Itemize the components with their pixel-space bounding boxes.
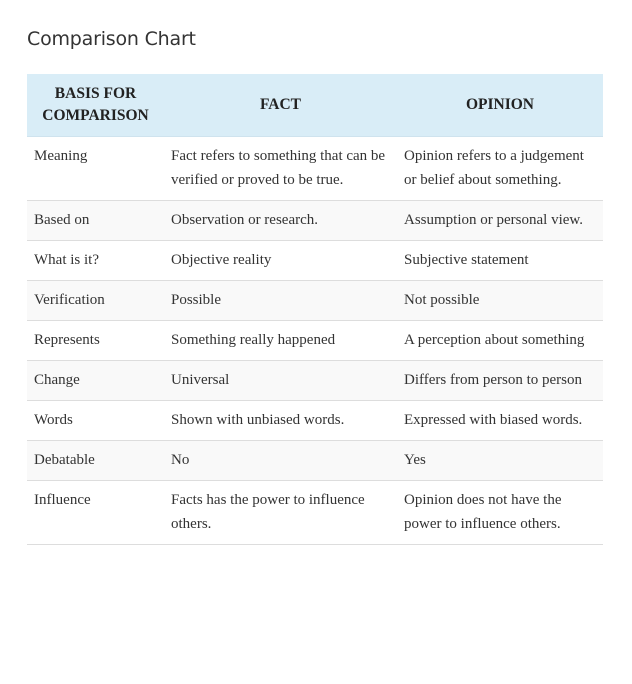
cell-fact: Facts has the power to influence others. — [164, 481, 397, 545]
cell-basis: Meaning — [27, 137, 164, 201]
cell-fact: No — [164, 441, 397, 481]
table-row — [27, 241, 603, 281]
header-basis: BASIS FOR COMPARISON — [27, 74, 164, 137]
table-row — [27, 137, 603, 201]
cell-opinion: A perception about something — [397, 321, 603, 361]
table-row — [27, 481, 603, 545]
cell-fact: Something really happened — [164, 321, 397, 361]
cell-basis: Verification — [27, 281, 164, 321]
cell-fact: Observation or research. — [164, 201, 397, 241]
cell-opinion: Assumption or personal view. — [397, 201, 603, 241]
table-row — [27, 281, 603, 321]
table-header — [27, 74, 603, 137]
cell-opinion: Subjective statement — [397, 241, 603, 281]
cell-opinion: Yes — [397, 441, 603, 481]
table-row — [27, 321, 603, 361]
header-row — [27, 74, 603, 137]
cell-opinion: Not possible — [397, 281, 603, 321]
cell-fact: Shown with unbiased words. — [164, 401, 397, 441]
table-row — [27, 361, 603, 401]
cell-basis: Words — [27, 401, 164, 441]
cell-basis: What is it? — [27, 241, 164, 281]
page-title: Comparison Chart — [27, 28, 196, 50]
cell-basis: Change — [27, 361, 164, 401]
cell-fact: Fact refers to something that can be verified or proved to be true. — [164, 137, 397, 201]
cell-opinion: Opinion does not have the power to influence others. — [397, 481, 603, 545]
cell-opinion: Opinion refers to a judgement or belief about something. — [397, 137, 603, 201]
cell-fact: Objective reality — [164, 241, 397, 281]
cell-fact: Universal — [164, 361, 397, 401]
table-row — [27, 401, 603, 441]
table-body — [27, 137, 603, 545]
cell-opinion: Differs from person to person — [397, 361, 603, 401]
cell-basis: Influence — [27, 481, 164, 545]
cell-basis: Represents — [27, 321, 164, 361]
comparison-table — [27, 74, 603, 545]
header-opinion: OPINION — [397, 74, 603, 137]
table-row — [27, 201, 603, 241]
header-fact: FACT — [164, 74, 397, 137]
cell-basis: Debatable — [27, 441, 164, 481]
table-row — [27, 441, 603, 481]
cell-opinion: Expressed with biased words. — [397, 401, 603, 441]
cell-basis: Based on — [27, 201, 164, 241]
cell-fact: Possible — [164, 281, 397, 321]
